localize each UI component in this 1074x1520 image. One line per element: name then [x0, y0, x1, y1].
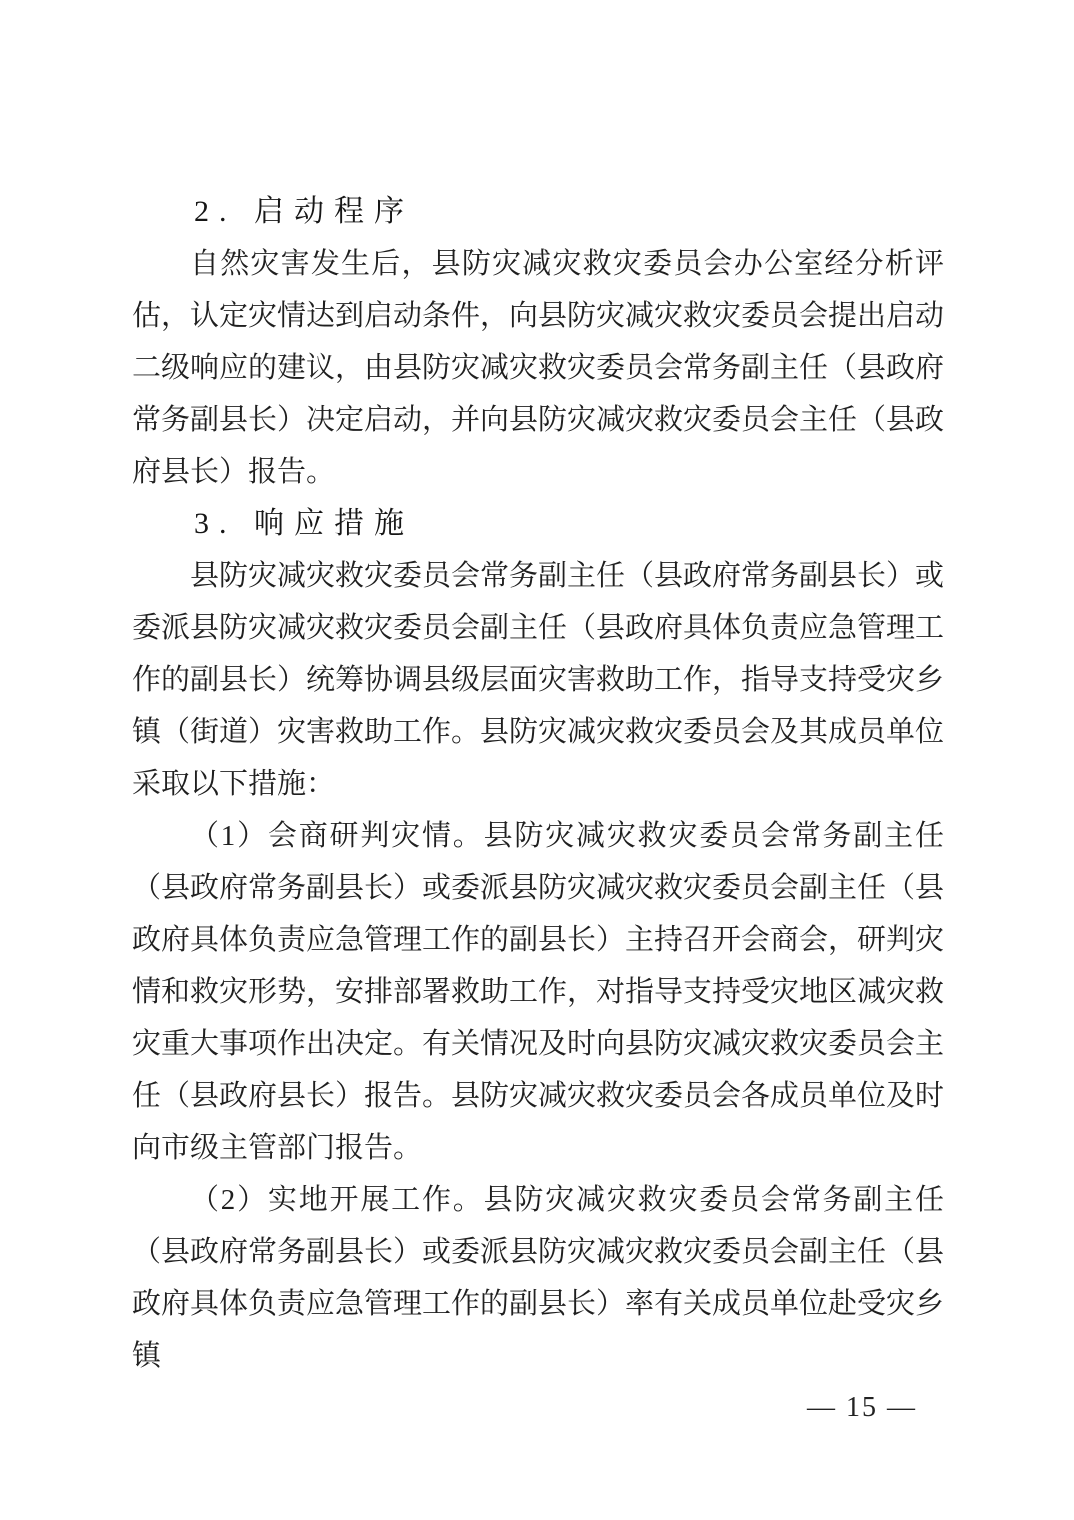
document-body	[132, 186, 944, 1434]
page-number: — 15 —	[807, 1392, 917, 1423]
paragraph-startup-procedure: 自然灾害发生后，县防灾减灾救灾委员会办公室经分析评估，认定灾情达到启动条件，向县防灾减灾救灾委员会提出启动二级响应的建议，由县防灾减灾救灾委员会常务副主任（县政府常务副县长）决定启动，并向县防灾减灾救灾委员会主任（县政府县长）报告。	[132, 248, 945, 488]
paragraph-response-overview: 县防灾减灾救灾委员会常务副主任（县政府常务副县长）或委派县防灾减灾救灾委员会副主任（县政府具体负责应急管理工作的副县长）统筹协调县级层面灾害救助工作，指导支持受灾乡镇（街道）灾害救助工作。县防灾减灾救灾委员会及其成员单位采取以下措施：	[132, 560, 945, 800]
paragraph-measure-1-consultation: （1）会商研判灾情。县防灾减灾救灾委员会常务副主任（县政府常务副县长）或委派县防灾减灾救灾委员会副主任（县政府具体负责应急管理工作的副县长）主持召开会商会，研判灾情和救灾形势，安排部署救助工作，对指导支持受灾地区减灾救灾重大事项作出决定。有关情况及时向县防灾减灾救灾委员会主任（县政府县长）报告。县防灾减灾救灾委员会各成员单位及时向市级主管部门报告。	[132, 820, 945, 1164]
paragraph-measure-2-field-work: （2）实地开展工作。县防灾减灾救灾委员会常务副主任（县政府常务副县长）或委派县防灾减灾救灾委员会副主任（县政府具体负责应急管理工作的副县长）率有关成员单位赴受灾乡镇	[132, 1184, 945, 1372]
section-heading-response-measures: 3. 响应措施	[194, 507, 414, 540]
section-heading-startup-procedure: 2. 启动程序	[194, 195, 414, 228]
